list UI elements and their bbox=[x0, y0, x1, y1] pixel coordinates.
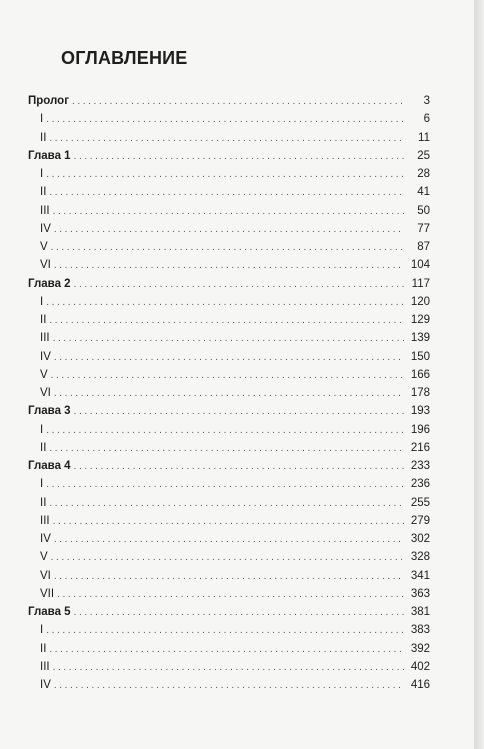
toc-section-entry bbox=[28, 220, 430, 238]
dot-leader bbox=[49, 495, 404, 513]
dot-leader bbox=[49, 312, 404, 330]
toc-entry-page-number: 381 bbox=[410, 606, 430, 618]
dot-leader bbox=[46, 294, 404, 312]
toc-entry-label: II bbox=[40, 441, 47, 454]
dot-leader bbox=[54, 349, 404, 367]
toc-entry-label: III bbox=[40, 514, 50, 527]
toc-entry-page-number: 50 bbox=[417, 204, 430, 217]
toc-entry-page-number: 3 bbox=[423, 95, 430, 107]
dot-leader bbox=[74, 403, 404, 421]
toc-section-entry bbox=[28, 293, 430, 311]
toc-chapter-entry bbox=[28, 402, 430, 420]
dot-leader bbox=[46, 476, 404, 494]
dot-leader bbox=[49, 440, 404, 458]
toc-entry-label: VI bbox=[40, 259, 51, 272]
toc-entry-label: III bbox=[40, 660, 50, 673]
toc-entry-page-number: 129 bbox=[410, 314, 430, 326]
toc-entry-page-number: 363 bbox=[410, 587, 430, 600]
toc-entry-page-number: 139 bbox=[410, 332, 430, 345]
toc-entry-label: IV bbox=[40, 533, 51, 545]
toc-entry-label: IV bbox=[40, 222, 51, 235]
toc-entry-label: II bbox=[40, 642, 47, 655]
toc-entry-label: VI bbox=[40, 387, 51, 399]
page-edge bbox=[474, 0, 484, 749]
toc-section-entry bbox=[28, 384, 430, 402]
toc-entry-label: I bbox=[40, 478, 44, 491]
dot-leader bbox=[49, 641, 404, 659]
toc-entry-label: Глава 1 bbox=[28, 149, 71, 162]
dot-leader bbox=[49, 184, 404, 202]
dot-leader bbox=[54, 531, 404, 549]
toc-entry-label: IV bbox=[40, 350, 51, 363]
dot-leader bbox=[57, 586, 404, 604]
toc-section-entry bbox=[28, 439, 430, 457]
toc-entry-label: I bbox=[40, 423, 44, 436]
toc-entry-page-number: 255 bbox=[410, 496, 430, 509]
table-of-contents bbox=[28, 92, 430, 694]
toc-section-entry bbox=[28, 348, 430, 366]
toc-section-entry bbox=[28, 548, 430, 566]
toc-entry-page-number: 166 bbox=[410, 368, 430, 381]
toc-entry-page-number: 216 bbox=[410, 441, 430, 454]
toc-entry-label: I bbox=[40, 168, 44, 180]
toc-entry-page-number: 236 bbox=[410, 478, 430, 491]
toc-section-entry bbox=[28, 621, 430, 639]
toc-entry-page-number: 383 bbox=[410, 624, 430, 637]
dot-leader bbox=[46, 622, 404, 640]
toc-entry-label: III bbox=[40, 204, 50, 217]
toc-entry-label: I bbox=[40, 295, 44, 308]
toc-entry-label: V bbox=[40, 551, 48, 564]
dot-leader bbox=[51, 367, 404, 385]
toc-entry-page-number: 120 bbox=[410, 295, 430, 308]
dot-leader bbox=[53, 513, 404, 531]
toc-section-entry bbox=[28, 110, 430, 128]
toc-section-entry bbox=[28, 494, 430, 512]
page-title: ОГЛАВЛЕНИЕ bbox=[61, 48, 188, 68]
toc-entry-page-number: 302 bbox=[410, 533, 430, 545]
toc-entry-page-number: 77 bbox=[417, 222, 430, 235]
dot-leader bbox=[51, 549, 404, 567]
toc-entry-label: III bbox=[40, 332, 50, 345]
toc-entry-page-number: 193 bbox=[410, 405, 430, 418]
dot-leader bbox=[72, 93, 404, 111]
toc-section-entry bbox=[28, 475, 430, 493]
dot-leader bbox=[46, 166, 404, 184]
toc-entry-label: II bbox=[40, 496, 47, 509]
toc-section-entry bbox=[28, 238, 430, 256]
toc-entry-label: II bbox=[40, 314, 47, 326]
toc-entry-label: I bbox=[40, 113, 44, 126]
dot-leader bbox=[74, 604, 404, 622]
toc-entry-label: V bbox=[40, 241, 48, 253]
dot-leader bbox=[54, 257, 404, 275]
toc-entry-label: VII bbox=[40, 587, 55, 600]
dot-leader bbox=[49, 130, 404, 148]
toc-entry-label: V bbox=[40, 368, 48, 381]
dot-leader bbox=[74, 148, 404, 166]
dot-leader bbox=[54, 385, 404, 403]
toc-entry-page-number: 392 bbox=[410, 642, 430, 655]
dot-leader bbox=[53, 330, 404, 348]
toc-section-entry bbox=[28, 183, 430, 201]
toc-section-entry bbox=[28, 165, 430, 183]
toc-entry-page-number: 150 bbox=[410, 350, 430, 363]
toc-section-entry bbox=[28, 129, 430, 147]
toc-chapter-entry bbox=[28, 275, 430, 293]
toc-entry-label: Глава 3 bbox=[28, 405, 71, 418]
toc-section-entry bbox=[28, 658, 430, 676]
toc-section-entry bbox=[28, 512, 430, 530]
toc-entry-page-number: 279 bbox=[410, 514, 430, 527]
toc-entry-page-number: 6 bbox=[423, 113, 430, 126]
toc-section-entry bbox=[28, 421, 430, 439]
dot-leader bbox=[53, 203, 404, 221]
dot-leader bbox=[74, 276, 404, 294]
toc-chapter-entry bbox=[28, 603, 430, 621]
toc-entry-page-number: 341 bbox=[410, 569, 430, 582]
toc-section-entry bbox=[28, 585, 430, 603]
dot-leader bbox=[46, 422, 404, 440]
dot-leader bbox=[46, 111, 404, 129]
dot-leader bbox=[53, 659, 404, 677]
toc-entry-label: Глава 5 bbox=[28, 606, 71, 618]
toc-chapter-entry bbox=[28, 147, 430, 165]
toc-section-entry bbox=[28, 640, 430, 658]
toc-section-entry bbox=[28, 676, 430, 694]
toc-section-entry bbox=[28, 311, 430, 329]
toc-entry-page-number: 28 bbox=[417, 168, 430, 180]
toc-entry-page-number: 117 bbox=[411, 277, 430, 290]
dot-leader bbox=[54, 221, 404, 239]
toc-entry-page-number: 25 bbox=[417, 149, 430, 162]
toc-entry-page-number: 87 bbox=[417, 241, 430, 253]
toc-section-entry bbox=[28, 366, 430, 384]
toc-entry-page-number: 328 bbox=[410, 551, 430, 564]
toc-entry-label: Глава 4 bbox=[28, 460, 71, 472]
toc-entry-page-number: 11 bbox=[418, 131, 430, 144]
toc-entry-label: I bbox=[40, 624, 44, 637]
toc-entry-label: VI bbox=[40, 569, 51, 582]
toc-entry-page-number: 416 bbox=[410, 679, 430, 691]
dot-leader bbox=[74, 458, 404, 476]
toc-entry-page-number: 233 bbox=[410, 460, 430, 472]
toc-entry-page-number: 196 bbox=[410, 423, 430, 436]
toc-entry-label: Глава 2 bbox=[28, 277, 71, 290]
toc-chapter-entry bbox=[28, 92, 430, 110]
toc-section-entry bbox=[28, 567, 430, 585]
toc-section-entry bbox=[28, 256, 430, 274]
dot-leader bbox=[51, 239, 404, 257]
toc-section-entry bbox=[28, 530, 430, 548]
toc-entry-label: II bbox=[40, 131, 47, 144]
dot-leader bbox=[54, 677, 404, 695]
toc-chapter-entry bbox=[28, 457, 430, 475]
toc-entry-label: Пролог bbox=[28, 95, 69, 107]
toc-entry-page-number: 104 bbox=[410, 259, 430, 272]
toc-entry-page-number: 41 bbox=[417, 186, 430, 199]
dot-leader bbox=[54, 568, 404, 586]
toc-entry-label: IV bbox=[40, 679, 51, 691]
toc-entry-page-number: 178 bbox=[410, 387, 430, 399]
toc-section-entry bbox=[28, 329, 430, 347]
toc-section-entry bbox=[28, 202, 430, 220]
toc-entry-page-number: 402 bbox=[410, 660, 430, 673]
toc-entry-label: II bbox=[40, 186, 47, 199]
